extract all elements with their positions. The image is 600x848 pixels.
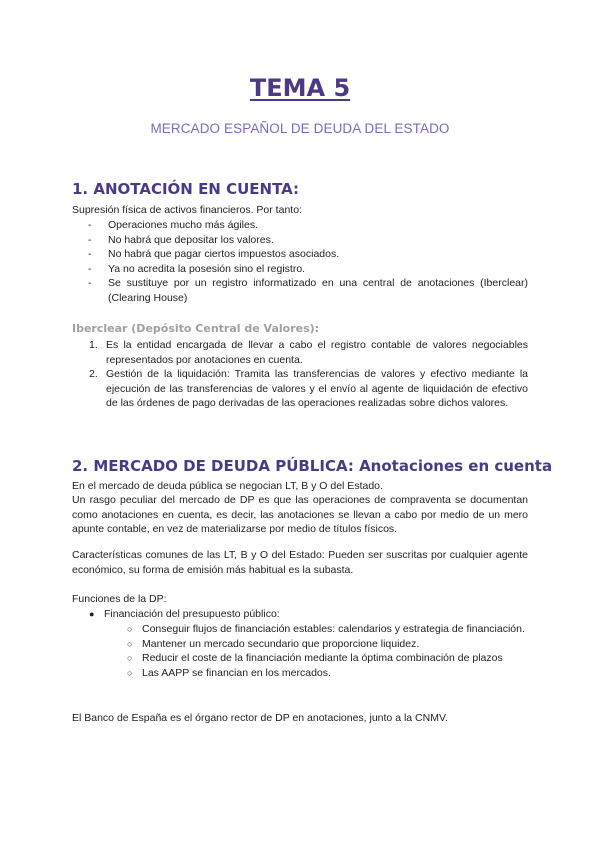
list-item bbox=[124, 651, 528, 666]
list-item bbox=[124, 622, 528, 637]
functions-title: Funciones de la DP: bbox=[72, 593, 167, 605]
list-item bbox=[86, 338, 528, 367]
functions-sub-list bbox=[124, 622, 528, 680]
list-item-text: Reducir el coste de la financiación mediante la óptima combinación de plazos bbox=[142, 652, 503, 665]
circle-bullet-icon: ○ bbox=[127, 638, 133, 649]
section-1-intro: Supresión física de activos financieros. Por tanto: bbox=[72, 204, 302, 216]
list-item: - No habrá que depositar los valores. bbox=[88, 233, 528, 248]
section-2-heading: 2. MERCADO DE DEUDA PÚBLICA: Anotaciones en cuenta bbox=[72, 457, 553, 475]
section-2-paragraph-1: En el mercado de deuda pública se negocian LT, B y O del Estado. bbox=[72, 480, 383, 492]
list-item-text: Conseguir flujos de financiación estables: calendarios y estrategia de financiación. bbox=[142, 623, 525, 635]
section-1-list bbox=[88, 218, 528, 306]
list-item: - Ya no acredita la posesión sino el registro. bbox=[88, 262, 528, 277]
bullet-icon: ● bbox=[89, 609, 95, 619]
list-item bbox=[86, 367, 528, 411]
list-item bbox=[124, 666, 528, 681]
list-item: - Se sustituye por un registro informatizado en una central de anotaciones (Iberclear) (Clearing House) bbox=[88, 276, 528, 305]
list-item bbox=[88, 607, 528, 622]
page-subtitle: MERCADO ESPAÑOL DE DEUDA DEL ESTADO bbox=[150, 121, 450, 136]
list-item bbox=[124, 637, 528, 652]
list-item-text: Es la entidad encargada de llevar a cabo el registro contable de valores negociables representados por anotaciones en cuenta. bbox=[106, 339, 528, 366]
list-item-text: Financiación del presupuesto público: bbox=[104, 608, 280, 620]
section-2-paragraph-3: Características comunes de las LT, B y O del Estado: Pueden ser suscritas por cualquier agente económico, su forma de emisión más habitual es la subasta. bbox=[72, 549, 528, 576]
page-title: TEMA 5 bbox=[249, 74, 351, 102]
circle-bullet-icon: ○ bbox=[127, 624, 133, 634]
circle-bullet-icon: ○ bbox=[127, 653, 133, 664]
iberclear-subheading: Iberclear (Depósito Central de Valores): bbox=[72, 322, 320, 335]
list-marker: 2. bbox=[89, 368, 98, 381]
list-item-text: Las AAPP se financian en los mercados. bbox=[142, 666, 331, 679]
closing-paragraph: El Banco de España es el órgano rector de DP en anotaciones, junto a la CNMV. bbox=[72, 712, 448, 724]
circle-bullet-icon: ○ bbox=[127, 667, 133, 678]
functions-list bbox=[88, 607, 528, 622]
list-item-text: Mantener un mercado secundario que proporcione liquidez. bbox=[142, 637, 420, 650]
iberclear-list bbox=[86, 338, 528, 411]
list-item-text: Gestión de la liquidación: Tramita las transferencias de valores y efectivo mediante la ejecución de las transferencias de valores y el envío al agente de liquidación de efectivo de las órdenes de pago derivadas de las operaciones realizadas sobre dichos valores. bbox=[106, 368, 528, 410]
section-1-heading: 1. ANOTACIÓN EN CUENTA: bbox=[72, 180, 300, 198]
list-item: - No habrá que pagar ciertos impuestos asociados. bbox=[88, 247, 528, 262]
list-item: - Operaciones mucho más ágiles. bbox=[88, 218, 528, 233]
list-marker: 1. bbox=[89, 339, 98, 351]
section-2-paragraph-2: Un rasgo peculiar del mercado de DP es que las operaciones de compraventa se documentan como anotaciones en cuenta, es decir, las anotaciones se llevan a cabo por medio de un mero apunte contable, en vez de materializarse por medio de títulos físicos. bbox=[72, 494, 528, 536]
